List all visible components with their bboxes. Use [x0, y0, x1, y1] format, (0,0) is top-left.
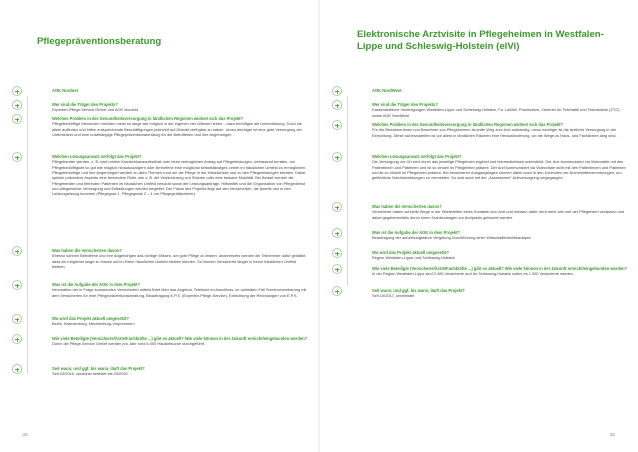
plus-icon	[332, 202, 342, 212]
detail-heading: Wo wird das Projekt aktuell umgesetzt?	[52, 316, 130, 321]
plus-icon	[332, 286, 342, 296]
project-details	[0, 86, 318, 377]
detail-heading: Wie viele Beteiligte (Versicherte/Ärzte/Fachkräfte ...) gibt es aktuell? Wie viele können in der Zukunft erreicht/eingebunden werden?	[372, 266, 628, 271]
detail-body: Berlin, Brandenburg, Mecklenburg-Vorpommern	[52, 321, 135, 327]
detail-heading: Was haben die Versicherten davon?	[52, 248, 122, 253]
detail-body: Region Westfalen-Lippe und Schleswig-Holstein	[372, 255, 455, 261]
detail-heading: Welches Problem in der Gesundheitsversorgung in ländlichen Regionen widmet sich das Projekt?	[372, 122, 564, 127]
detail-body: Die Versorgung vor Ort wird durch das jeweilige Pflegeheim ergänzt und telemedizinisch unterstützt. Der Arzt kommuniziert via Videovisite mit den Patientinnen und Patienten und ist so virtuell im Pflegeheim präsent. Der Arzt kommuniziert via Videovisite nicht mit den Patientinnen und Patienten und ist so virtuell im Pflegeheim präsent. Bei besonderen Ausgangslagen können dabei auch in den Kontrollen der Arzneimittelverordnungen, um gefährliche Wechselwirkungen zu vermeiden. So wird auch mit der „Assessment“ Arztversorgung umgegangen.	[372, 159, 626, 181]
page-title: Elektronische Arztvisite in Pflegeheimen in Westfalen-Lippe und Schleswig-Holstein (elVi)	[357, 29, 604, 52]
detail-text	[372, 266, 628, 277]
detail-heading: Welchen Lösungsansatz verfolgt das Projekt?	[372, 154, 462, 159]
detail-heading: Was ist die Aufgabe der AOK in dem Projekt?	[52, 282, 141, 287]
detail-body: Experten-Pflege-Service GmbH und AOK Nordost	[52, 107, 138, 113]
detail-body: Für die Bewohnerinnen und Bewohner von Pflegeheimen ist jeder Weg zum Arzt aufwendig, umso wichtiger ist die ärztliche Versorgung in der Einrichtung. Diese sicherzustellen ist vor allem in ländlichen Räumen eine Herausforderung, wo die Wege zu Haus- und Fachärzten lang sind.	[372, 127, 617, 138]
page-title: Pflegepräventionsberatung	[37, 36, 162, 47]
plus-icon	[12, 364, 22, 374]
plus-icon	[332, 248, 342, 258]
page-number: 22	[23, 432, 28, 437]
detail-heading: Wer sind die Träger des Projekts?	[372, 102, 438, 107]
plus-icon	[332, 152, 342, 162]
detail-text	[52, 102, 308, 113]
plus-icon	[12, 334, 22, 344]
plus-icon	[332, 100, 342, 110]
detail-text	[52, 316, 308, 327]
detail-text	[52, 154, 308, 196]
detail-item	[320, 86, 638, 96]
detail-text	[372, 102, 628, 118]
left-page	[0, 0, 318, 452]
plus-icon	[332, 120, 342, 130]
plus-icon	[12, 114, 22, 124]
detail-body: Information der in Frage kommenden Versicherten mittels Brief über das Angebot, Telefonie im Anschluss, im optimalen Fall Terminvereinbarung mit dem Versicherten für eine Pflegepräventionsberatung, Beauftragung E.P.S. (Experten-Pflege-Service), Entrichtung der Rechnungen von E.P.S.	[52, 287, 307, 298]
plus-icon	[12, 314, 22, 324]
detail-text	[52, 248, 308, 269]
detail-text	[52, 366, 308, 377]
detail-heading: AOK Nordost	[52, 88, 78, 93]
page-number: 23	[610, 432, 615, 437]
plus-icon	[332, 86, 342, 96]
detail-text	[372, 204, 628, 220]
detail-body: Durch die Pflege-Service GmbH werden pro Jahr rund 6.000 Hausbesuche durchgeführt.	[52, 341, 206, 347]
detail-item	[0, 86, 318, 96]
timeline-line	[27, 96, 28, 374]
plus-icon	[332, 264, 342, 274]
detail-text	[52, 116, 308, 137]
detail-text	[52, 336, 308, 347]
detail-body: Seit 03/2016, zunächst befristet bis 03/2020	[52, 371, 128, 377]
plus-icon	[12, 246, 22, 256]
detail-body: Versicherte haben schnelle Wege in der Wartezeiten eines Kontakts zum Arzt und müssen dafür nicht mehr wie dort der Pflegeheim verlassen und dabei gegebenenfalls durch einen Krankenwagen zur Arztpraxis gebracht werden.	[372, 209, 624, 220]
detail-heading: Welches Problem in der Gesundheitsversorgung in ländlichen Regionen widmet sich das Projekt?	[52, 116, 244, 121]
project-details	[320, 86, 638, 299]
detail-body: Pflegeberater werden, z. B. nach einem Krankenhausaufenthalt oder beim vertraglichen Antrag auf Pflegeleistungen, umfassend beraten, um Pflegebedürftigkeit so gut wie möglich hinauszuzögern oder Betroffene eine möglichst selbstständiges Leben im häuslichen Umfeld zu ermöglichen. Pflegebedürftige und ihre Angehörigen werden zu allen Themen rund um die Pflege in der Häuslichkeit und zu den Pflegeleistungen beraten. Dabei spielen präventive Aspekte eine besondere Rolle, wie z. B. die Verhinderung von Stürzen oder eine bessere Mobilität. Bei Bedarf werden die Pflegeberater und betreuten Patienten im häuslichen Umfeld besucht sowie die Leistungsanträge, Hilfsmittel und die Organisation von Pflegedienst und pflegerischer Versorgung und Entlastungen werden begleitet. Der Fokus des Projekts liegt auf den Versicherten, die jeweils neu in den Leistungsbezug kommen (Pflegegrad 1, Pflegegrade 2 – 4 nur Pflegegeldbezieher).	[52, 159, 307, 197]
plus-icon	[12, 100, 22, 110]
detail-text	[372, 230, 628, 241]
detail-text	[372, 88, 628, 93]
plus-icon	[12, 86, 22, 96]
detail-text	[52, 282, 308, 298]
detail-heading: Was haben die Versicherten davon?	[372, 204, 442, 209]
detail-text	[372, 288, 628, 299]
detail-heading: Seit wann, und ggf. bis wann, läuft das Projekt?	[372, 288, 465, 293]
detail-body: Kassenärztliche Vereinigungen Westfalen-Lippe und Schleswig-Holstein, Fa. LaWell, Praxisnetze, Zentrum für Telematik und Telemedizin (ZTG) sowie AOK NordWest	[372, 107, 620, 118]
timeline-line	[347, 96, 348, 286]
detail-heading: Wer sind die Träger des Projekts?	[52, 102, 118, 107]
detail-body: Beantragung der außerbudgetären Vergütung Durchführung einer Wirtschaftlichkeitsanalyse	[372, 235, 531, 241]
detail-text	[372, 122, 628, 138]
plus-icon	[332, 228, 342, 238]
detail-text	[372, 250, 628, 261]
detail-body: In der Region Westfalen-Lippe sind 2.469 Versicherte und für Schleswig-Holstein sollen es 1.000 Versicherte werden.	[372, 271, 574, 277]
detail-heading: Was ist die Aufgabe der AOK in dem Projekt?	[372, 230, 461, 235]
right-page	[320, 0, 638, 452]
detail-body: Seit 10/2017, unbefristet	[372, 293, 415, 299]
detail-heading: Wo wird das Projekt aktuell umgesetzt?	[372, 250, 450, 255]
detail-heading: AOK NordWest	[372, 88, 402, 93]
plus-icon	[12, 280, 22, 290]
plus-icon	[12, 152, 22, 162]
detail-body: Ebenso können Betroffene und ihre Angehörigen das richtige Wissen, um gute Pflege zu leisten, andererseits werden die Teilnehmer dafür gestärkt, dass sie möglichst lange zu Hause und in ihrem häuslichen Umfeld bleiben können. So können Versicherte länger in ihrem häuslichen Umfeld bleiben.	[52, 253, 307, 269]
detail-heading: Seit wann, und ggf. bis wann, läuft das Projekt?	[52, 366, 145, 371]
detail-heading: Wie viele Beteiligte (Versicherte/Ärzte/Fachkräfte ...) gibt es aktuell? Wie viele können in der Zukunft erreicht/eingebunden werden?	[52, 336, 308, 341]
detail-text	[372, 154, 628, 181]
detail-body: Pflegebedürftige Menschen möchten meist so lange wie möglich in der eigenen vier Wänden leben – dazu benötigen sie Unterstützung. Doch sie allein auffinden und bitten entsprechende Beschäftigungen jederzeit auf Überall verfügbar zu haben. Umso wichtiger ist eine gute Versorgung der Unterstützer und eine unabhängige Pflegepräventionsberatung für die Betroffenen und ihre Angehörigen.	[52, 121, 302, 137]
detail-heading: Welchen Lösungsansatz verfolgt das Projekt?	[52, 154, 142, 159]
detail-text	[52, 88, 308, 93]
